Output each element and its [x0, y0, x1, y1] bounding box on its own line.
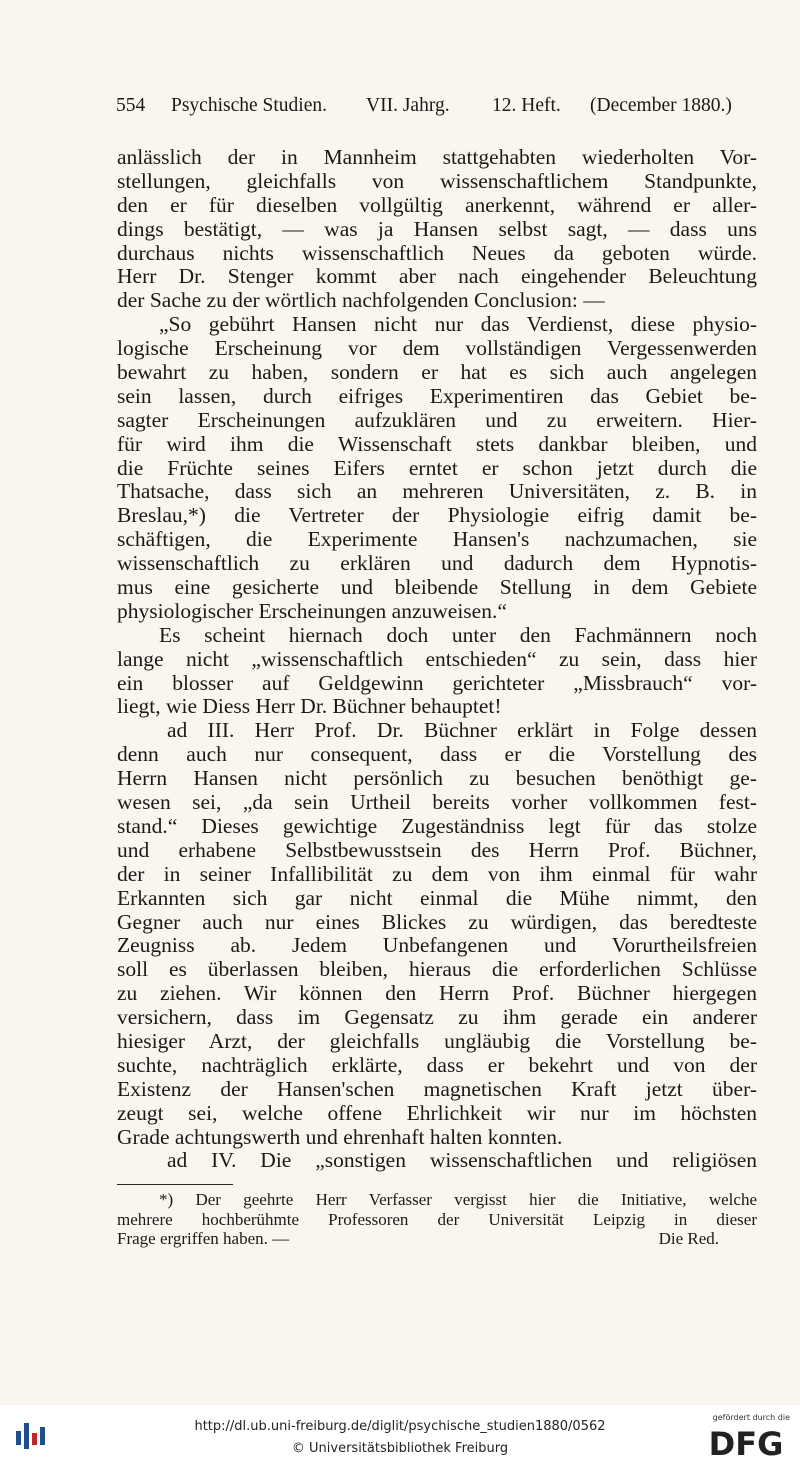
text-line: und erhabene Selbstbewusstsein des Herrn Prof. Büchner, [117, 838, 757, 862]
footnote-rule [117, 1184, 233, 1185]
text-line: hiesiger Arzt, der gleichfalls ungläubig die Vorstellung be- [117, 1029, 757, 1053]
copyright-notice: © Universitätsbibliothek Freiburg [291, 1441, 509, 1456]
journal-title: Psychische Studien. [171, 95, 327, 116]
text-line: Zeugniss ab. Jedem Unbefangenen und Vorurtheilsfreien [117, 934, 757, 958]
text-line: Herr Dr. Stenger kommt aber nach eingehender Beleuchtung [117, 265, 757, 289]
text-line: schäftigen, die Experimente Hansen's nachzumachen, sie [117, 528, 757, 552]
text-line: Herrn Hansen nicht persönlich zu besuchen benöthigt ge- [117, 767, 757, 791]
text-line: Thatsache, dass sich an mehreren Universitäten, z. B. in [117, 480, 757, 504]
viewer-footer [0, 1405, 800, 1465]
text-line: liegt, wie Diess Herr Dr. Büchner behauptet! [117, 695, 502, 719]
text-line: wesen sei, „da sein Urtheil bereits vorher vollkommen fest- [117, 791, 757, 815]
footnote-signature: Die Red. [658, 1229, 719, 1248]
text-line: „So gebührt Hansen nicht nur das Verdienst, diese physio- [159, 313, 757, 337]
text-line: dings bestätigt, — was ja Hansen selbst sagt, — dass uns [117, 217, 757, 241]
text-line: der Sache zu der wörtlich nachfolgenden Conclusion: — [117, 289, 605, 313]
page-number: 554 [116, 95, 146, 116]
text-line: suchte, nachträglich erklärte, dass er bekehrt und von der [117, 1053, 757, 1077]
text-line: Gegner auch nur eines Blickes zu würdigen, das beredteste [117, 910, 757, 934]
text-line: mus eine gesicherte und bleibende Stellung in dem Gebiete [117, 576, 757, 600]
text-line: sagter Erscheinungen aufzuklären und zu erweitern. Hier- [117, 408, 757, 432]
text-line: stand.“ Dieses gewichtige Zugeständniss legt für das stolze [117, 814, 757, 838]
text-line: Erkannten sich gar nicht einmal die Mühe nimmt, den [117, 886, 757, 910]
footnote-last-line [117, 1229, 757, 1249]
footnote-line: Frage ergriffen haben. — [117, 1229, 290, 1248]
text-line: logische Erscheinung vor dem vollständigen Vergessenwerden [117, 337, 757, 361]
text-line: zu ziehen. Wir können den Herrn Prof. Büchner hiergegen [117, 982, 757, 1006]
footnote-line: *) Der geehrte Herr Verfasser vergisst hier die Initiative, welche [159, 1190, 757, 1209]
text-line: Breslau,*) die Vertreter der Physiologie eifrig damit be- [117, 504, 757, 528]
volume-label: VII. Jahrg. [366, 95, 450, 116]
dfg-funding [700, 1413, 790, 1461]
dfg-logo-icon [702, 1425, 790, 1459]
text-line: der in seiner Infallibilität zu dem von ihm einmal für wahr [117, 862, 757, 886]
text-line: den er für dieselben vollgültig anerkennt, während er aller- [117, 193, 757, 217]
dfg-caption: gefördert durch die [712, 1413, 790, 1422]
text-line: denn auch nur consequent, dass er die Vorstellung des [117, 743, 757, 767]
text-line: stellungen, gleichfalls von wissenschaftlichem Standpunkte, [117, 169, 757, 193]
footnote [117, 1190, 757, 1249]
text-line: für wird ihm die Wissenschaft stets dankbar bleiben, und [117, 432, 757, 456]
dfg-logo-text: DFG [708, 1425, 784, 1459]
text-line: ein blosser auf Geldgewinn gerichteter „Missbrauch“ vor- [117, 671, 757, 695]
issue-date: (December 1880.) [590, 95, 732, 116]
text-line: die Früchte seines Eifers erntet er schon jetzt durch die [117, 456, 757, 480]
footnote-line: mehrere hochberühmte Professoren der Universität Leipzig in dieser [117, 1209, 757, 1229]
text-line: Es scheint hiernach doch unter den Fachmännern noch [159, 623, 757, 647]
text-line: versichern, dass im Gegensatz zu ihm gerade ein anderer [117, 1006, 757, 1030]
issue-label: 12. Heft. [492, 95, 561, 116]
body-text [117, 146, 757, 1173]
text-line: bewahrt zu haben, sondern er hat es sich auch angelegen [117, 361, 757, 385]
text-line: lange nicht „wissenschaftlich entschieden“ zu sein, dass hier [117, 647, 757, 671]
text-line: soll es überlassen bleiben, hieraus die erforderlichen Schlüsse [117, 958, 757, 982]
text-line: anlässlich der in Mannheim stattgehabten wiederholten Vor- [117, 146, 757, 169]
text-line: ad III. Herr Prof. Dr. Büchner erklärt in Folge dessen [167, 719, 757, 743]
text-line: zeugt sei, welche offene Ehrlichkeit wir nur im höchsten [117, 1101, 757, 1125]
text-line: ad IV. Die „sonstigen wissenschaftlichen und religiösen [167, 1149, 757, 1173]
source-url[interactable]: http://dl.ub.uni-freiburg.de/diglit/psychische_studien1880/0562 [194, 1419, 606, 1434]
text-line: physiologischer Erscheinungen anzuweisen.“ [117, 599, 507, 623]
text-line: sein lassen, durch eifriges Experimentiren das Gebiet be- [117, 384, 757, 408]
text-line: durchaus nichts wissenschaftlich Neues da geboten würde. [117, 241, 757, 265]
text-line: Existenz der Hansen'schen magnetischen Kraft jetzt über- [117, 1077, 757, 1101]
text-line: wissenschaftlich zu erklären und dadurch dem Hypnotis- [117, 552, 757, 576]
text-line: Grade achtungswerth und ehrenhaft halten konnten. [117, 1125, 563, 1149]
running-head [116, 95, 756, 123]
